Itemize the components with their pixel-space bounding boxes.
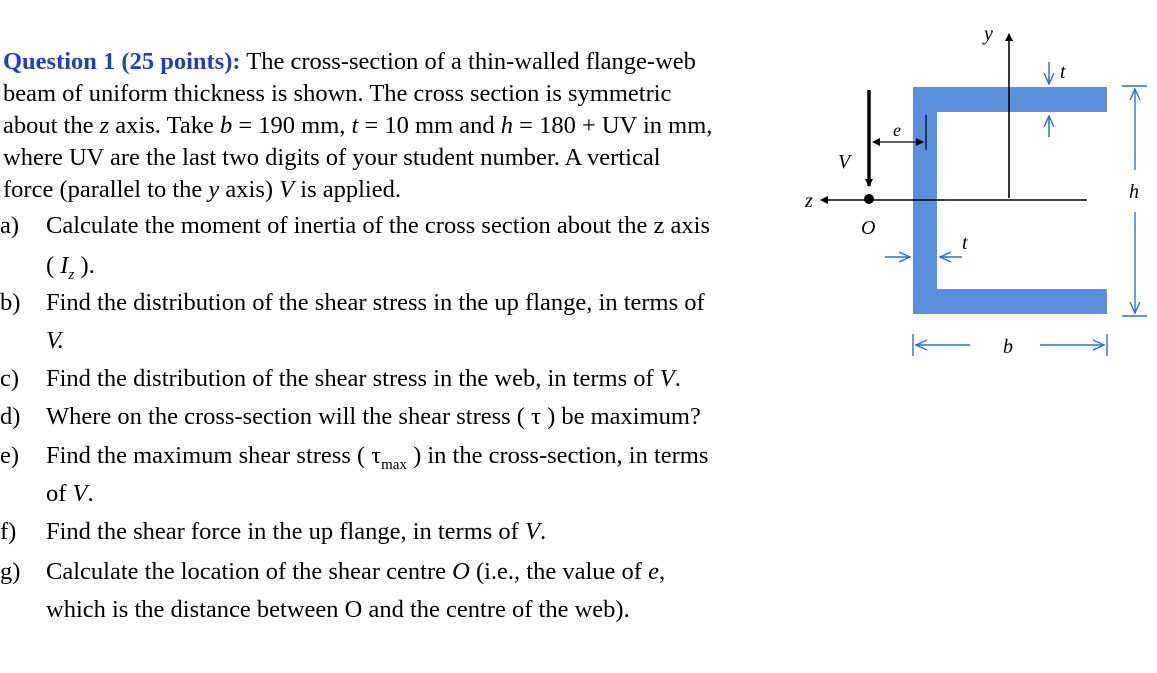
part-label: a) (0, 212, 20, 239)
text-span: , (658, 558, 666, 585)
part-label: b) (0, 289, 21, 316)
part-text-cont: which is the distance between O and the centre of the web). (46, 596, 630, 623)
e-label: e (893, 120, 901, 140)
text-span: ). (74, 252, 95, 279)
text-span: . (87, 480, 94, 507)
t-flange-label: t (1060, 61, 1066, 83)
var-V: V (72, 480, 88, 507)
b-label: b (1003, 336, 1013, 358)
text-span: . (539, 518, 547, 545)
text-span: about the (3, 112, 100, 139)
text-span: ) in the cross-section, in terms (406, 442, 709, 469)
y-axis-label: y (984, 23, 993, 45)
part-label: g) (0, 558, 21, 585)
text-span: of (46, 480, 73, 507)
part-label: c) (0, 365, 20, 392)
var-O: O (452, 558, 470, 585)
text-span: ( (46, 252, 61, 279)
text-span: = 190 mm, (232, 112, 352, 139)
shear-centre-point (864, 194, 874, 204)
text-span: force (parallel to the (3, 176, 209, 203)
text-span: Find the shear force in the up flange, in terms of (46, 518, 525, 545)
text-span: ) be maximum? (540, 403, 701, 430)
question-heading: Question 1 (25 points): (3, 48, 241, 75)
text-span: (i.e., the value of (469, 558, 649, 585)
text-span: Find the maximum shear stress ( (46, 442, 372, 469)
var-I: I (60, 252, 69, 279)
text-span: axis. Take (109, 112, 220, 139)
t-web-label: t (962, 232, 968, 254)
shear-centre-label: O (861, 217, 876, 239)
part-text: Find the distribution of the shear stress in the up flange, in terms of (46, 289, 705, 316)
var-sub-max: max (381, 456, 407, 473)
text-span: Where on the cross-section will the shear stress ( (46, 403, 532, 430)
question-line-4: where UV are the last two digits of your student number. A vertical (3, 144, 661, 171)
z-axis-label: z (805, 190, 813, 212)
var-b: b (219, 112, 233, 139)
var-sub-z: z (68, 266, 75, 283)
part-text: Calculate the moment of inertia of the cross section about the z axis (46, 212, 711, 239)
part-label: d) (0, 403, 21, 430)
var-h: h (500, 112, 514, 139)
text-span: Calculate the location of the shear centre (46, 558, 453, 585)
var-y: y (208, 176, 220, 203)
text-span: . (674, 365, 681, 392)
part-label: f) (0, 518, 17, 545)
var-V: V (524, 518, 540, 545)
text-span: Find the distribution of the shear stress in the web, in terms of (46, 365, 660, 392)
var-V: V (279, 176, 295, 203)
var-z: z (99, 112, 110, 139)
var-V: V (659, 365, 675, 392)
text-span: = 10 mm and (358, 112, 501, 139)
question-line-2: beam of uniform thickness is shown. The cross section is symmetric (3, 80, 672, 107)
var-e: e (648, 558, 659, 585)
var-t: t (351, 112, 359, 139)
text-span: axis) (219, 176, 280, 203)
h-label: h (1129, 181, 1139, 203)
question-text: The cross-section of a thin-walled flange-web (240, 48, 696, 75)
var-tau: τ (371, 442, 382, 469)
var-tau: τ (531, 403, 541, 430)
part-label: e) (0, 442, 20, 469)
text-span: is applied. (294, 176, 401, 203)
force-label: V (838, 151, 851, 173)
text-span: = 180 + UV in mm, (513, 112, 713, 139)
part-text-cont: V. (46, 327, 64, 354)
